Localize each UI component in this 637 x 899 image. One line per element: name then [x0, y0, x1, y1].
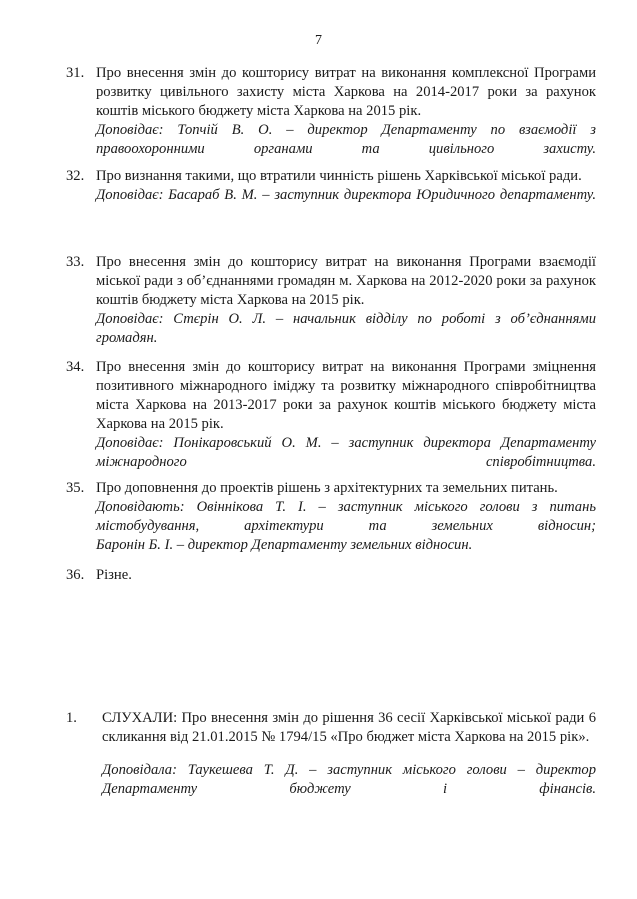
agenda-item-34	[66, 358, 596, 472]
item-speaker	[96, 186, 596, 205]
item-title: Різне.	[96, 567, 132, 583]
item-title: Про визнання такими, що втратили чинність рішень Харківської міської ради.	[96, 168, 582, 184]
item-number: 33.	[66, 254, 85, 270]
agenda-item-31	[66, 64, 596, 159]
item-number: 31.	[66, 65, 85, 81]
item-title: Про внесення змін до кошторису витрат на виконання комплексної Програми розвитку цивільного захисту міста Харкова на 2014-2017 роки за рахунок коштів міського бюджету міста Харкова на 2015 рік.	[96, 65, 596, 119]
item-speaker	[96, 310, 596, 348]
item-title: Про внесення змін до кошторису витрат на виконання Програми взаємодії міської ради з об’єднаннями громадян м. Харкова на 2012-2020 роки за рахунок коштів бюджету міста Харкова на 2015 рік.	[96, 254, 596, 308]
agenda-item-32	[66, 167, 596, 205]
item-speaker-2: Баронін Б. І. – директор Департаменту земельних відносин.	[96, 537, 473, 553]
heard-text	[102, 709, 596, 747]
heard-number: 1.	[66, 710, 77, 726]
speaker-text: Стєрін О. Л. – начальник відділу по роботі з об’єднаннями громадян.	[96, 311, 596, 346]
agenda-item-35	[66, 479, 596, 555]
speaker-label: Доповідає:	[96, 122, 164, 138]
heard-label: СЛУХАЛИ:	[102, 710, 178, 726]
item-number: 36.	[66, 567, 85, 583]
item-title: Про доповнення до проектів рішень з архітектурних та земельних питань.	[96, 480, 558, 496]
speaker-text: Овіннікова Т. І. – заступник міського голови з питань містобудування, архітектури та земельних відносин;	[96, 499, 596, 534]
speaker-text: Таукешева Т. Д. – заступник міського голови – директор Департаменту бюджету і фінансів.	[102, 762, 596, 797]
item-number: 35.	[66, 480, 85, 496]
item-speaker	[96, 121, 596, 159]
speaker-label: Доповідає:	[96, 435, 164, 451]
agenda-item-33	[66, 253, 596, 348]
item-number: 32.	[66, 168, 85, 184]
speaker-label: Доповідає:	[96, 311, 164, 327]
item-speaker	[96, 498, 596, 536]
heard-speaker	[102, 761, 596, 799]
heard-section	[66, 709, 596, 799]
speaker-text: Понікаровський О. М. – заступник директора Департаменту міжнародного співробітництва.	[96, 435, 596, 470]
item-number: 34.	[66, 359, 85, 375]
item-speaker	[96, 434, 596, 472]
speaker-text: Топчій В. О. – директор Департаменту по взаємодії з правоохоронними органами та цивільного захисту.	[96, 122, 596, 157]
speaker-text: Басараб В. М. – заступник директора Юридичного департаменту.	[168, 187, 596, 203]
agenda-item-36	[66, 566, 596, 585]
speaker-label: Доповідає:	[96, 187, 164, 203]
speaker-label: Доповідала:	[102, 762, 177, 778]
speaker-label: Доповідають:	[96, 499, 185, 515]
page-number: 7	[315, 33, 322, 48]
heard-content: Про внесення змін до рішення 36 сесії Харківської міської ради 6 скликання від 21.01.2015 № 1794/15 «Про бюджет міста Харкова на 2015 рік».	[102, 710, 596, 745]
item-title: Про внесення змін до кошторису витрат на виконання Програми зміцнення позитивного міжнародного іміджу та розвитку міжнародного співробітництва міста Харкова на 2013-2017 роки за рахунок коштів міського бюджету міста Харкова на 2015 рік.	[96, 359, 596, 432]
